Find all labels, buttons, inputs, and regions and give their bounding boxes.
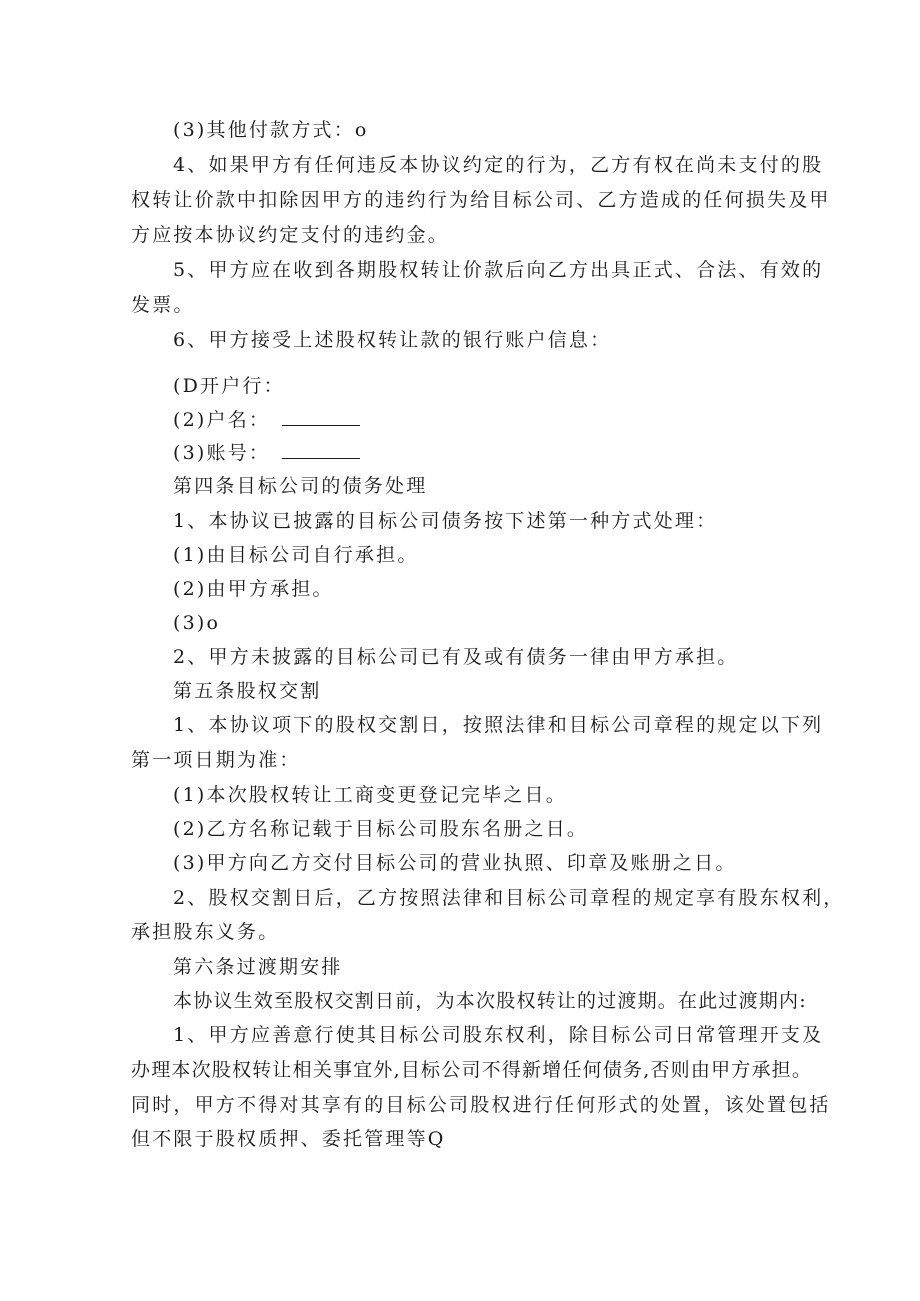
clause-4-line-1: 4、如果甲方有任何违反本协议约定的行为，乙方有权在尚未支付的股 xyxy=(173,154,824,176)
article-6-clause-1-line-2: 办理本次股权转让相关事宜外,目标公司不得新增任何债务,否则由甲方承担。 xyxy=(131,1059,813,1081)
article-5-date-3: (3)甲方向乙方交付目标公司的营业执照、印章及账册之日。 xyxy=(173,852,737,874)
clause-5-line-1: 5、甲方应在收到各期股权转让价款后向乙方出具正式、合法、有效的 xyxy=(173,259,824,281)
article-6-clause-1-line-4: 但不限于股权质押、委托管理等Q xyxy=(131,1128,446,1150)
article-5-heading: 第五条股权交割 xyxy=(173,680,322,702)
article-5-clause-1-line-1: 1、本协议项下的股权交割日，按照法律和目标公司章程的规定以下列 xyxy=(173,714,824,736)
account-number-label: (3)账号： xyxy=(173,442,271,464)
article-6-clause-1-line-3: 同时，甲方不得对其享有的目标公司股权进行任何形式的处置，该处置包括 xyxy=(131,1094,831,1116)
bank-name-label: (D开户行： xyxy=(173,375,285,397)
clause-4-line-3: 方应按本协议约定支付的违约金。 xyxy=(131,224,450,246)
article-6-intro: 本协议生效至股权交割日前，为本次股权转让的过渡期。在此过渡期内: xyxy=(173,990,807,1012)
article-4-clause-1: 1、本协议已披露的目标公司债务按下述第一种方式处理： xyxy=(173,510,718,532)
article-5-clause-1-line-2: 第一项日期为准： xyxy=(131,749,301,771)
article-4-option-3: (3)o xyxy=(173,612,221,634)
account-name-row xyxy=(173,408,360,432)
clause-6-line-1: 6、甲方接受上述股权转让款的银行账户信息： xyxy=(173,329,612,351)
article-5-date-1: (1)本次股权转让工商变更登记完毕之日。 xyxy=(173,784,567,806)
article-4-heading: 第四条目标公司的债务处理 xyxy=(173,475,428,497)
article-6-clause-1-line-1: 1、甲方应善意行使其目标公司股东权利，除目标公司日常管理开支及 xyxy=(173,1024,824,1046)
article-5-clause-2-line-1: 2、股权交割日后，乙方按照法律和目标公司章程的规定享有股东权利， xyxy=(173,887,845,909)
account-name-label: (2)户名： xyxy=(173,409,271,431)
article-4-option-1: (1)由目标公司自行承担。 xyxy=(173,544,419,566)
article-6-heading: 第六条过渡期安排 xyxy=(173,956,343,978)
article-5-clause-2-line-2: 承担股东义务。 xyxy=(131,921,280,943)
account-number-blank xyxy=(282,441,360,459)
article-4-option-2: (2)由甲方承担。 xyxy=(173,578,334,600)
article-5-date-2: (2)乙方名称记载于目标公司股东名册之日。 xyxy=(173,818,589,840)
article-4-clause-2: 2、甲方未披露的目标公司已有及或有债务一律由甲方承担。 xyxy=(173,646,739,668)
account-number-row xyxy=(173,441,360,465)
clause-4-line-2: 权转让价款中扣除因甲方的违约行为给目标公司、乙方造成的任何损失及甲 xyxy=(131,189,831,211)
clause-5-line-2: 发票。 xyxy=(131,294,195,316)
account-name-blank xyxy=(282,408,360,426)
payment-other-method: (3)其他付款方式：o xyxy=(173,119,369,141)
